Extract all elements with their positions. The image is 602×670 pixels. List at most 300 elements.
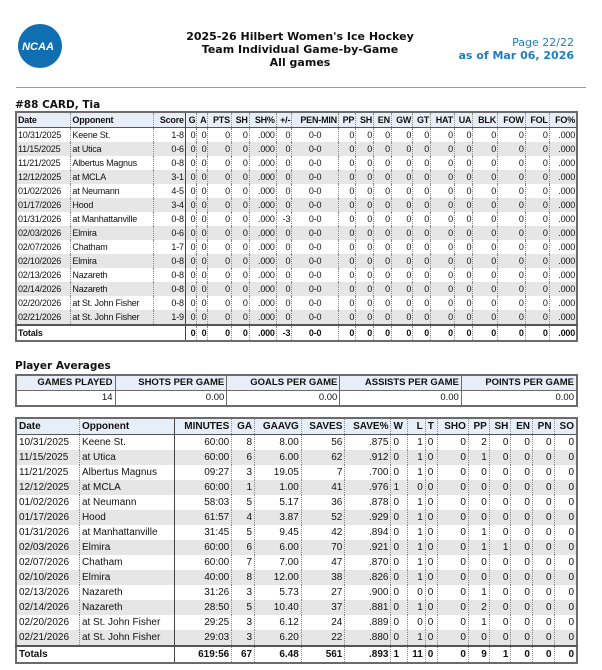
- table-cell: 0: [374, 128, 392, 143]
- table-cell: 0: [197, 240, 208, 254]
- table-cell: .000: [549, 170, 577, 184]
- column-header: GAMES PLAYED: [16, 375, 115, 391]
- average-value: 14: [101, 392, 113, 403]
- table-row: [16, 254, 577, 268]
- table-cell: 29:25: [175, 615, 232, 630]
- table-cell: 0: [525, 240, 549, 254]
- table-cell: 0: [554, 480, 577, 495]
- table-cell: 0: [454, 184, 472, 198]
- table-cell: 6.12: [255, 615, 302, 630]
- table-cell: 61:57: [175, 510, 232, 525]
- table-cell: 62: [301, 450, 345, 465]
- column-header: PEN-MIN: [292, 112, 339, 128]
- table-cell: .000: [249, 226, 276, 240]
- table-cell: 0: [425, 450, 438, 465]
- table-cell: 0: [374, 142, 392, 156]
- table-cell: 0: [391, 570, 408, 585]
- table-cell: .000: [249, 254, 276, 268]
- table-cell: 02/07/2026: [18, 242, 62, 252]
- table-cell: 0: [454, 282, 472, 296]
- column-header: Date: [16, 112, 71, 128]
- table-cell: at Neumann: [71, 184, 154, 198]
- table-cell: 0: [532, 465, 554, 480]
- table-cell: 0: [498, 268, 526, 282]
- table-cell: 0-0: [292, 282, 339, 296]
- table-cell: 1: [489, 540, 511, 555]
- table-cell: .929: [345, 510, 391, 525]
- column-header: GT: [413, 112, 431, 128]
- title-line-2: Team Individual Game-by-Game: [201, 43, 399, 56]
- table-cell: 0: [374, 240, 392, 254]
- table-cell: 02/20/2026: [18, 298, 62, 308]
- table-cell: 0: [473, 142, 498, 156]
- table-cell: .000: [549, 128, 577, 143]
- totals-cell: 0: [413, 325, 431, 341]
- column-header: SHOTS PER GAME: [115, 375, 227, 391]
- table-cell: 0: [391, 495, 408, 510]
- table-cell: 0: [413, 198, 431, 212]
- table-cell: 0: [532, 435, 554, 451]
- totals-cell: 0: [473, 325, 498, 341]
- table-cell: 0-0: [292, 170, 339, 184]
- table-cell: 0: [438, 555, 468, 570]
- table-cell: 0: [231, 282, 249, 296]
- table-cell: 0: [532, 540, 554, 555]
- table-cell: 0: [438, 600, 468, 615]
- table-cell: 0: [231, 128, 249, 143]
- table-cell: 22: [301, 630, 345, 646]
- table-cell: 0: [468, 465, 489, 480]
- table-cell: 0: [276, 156, 292, 170]
- table-cell: 1: [407, 630, 425, 646]
- table-cell: 0-8: [153, 212, 185, 226]
- table-cell: .000: [549, 240, 577, 254]
- table-cell: 0: [374, 296, 392, 310]
- table-cell: 0: [391, 282, 412, 296]
- table-row: [16, 296, 577, 310]
- table-cell: 0-6: [153, 142, 185, 156]
- table-cell: 0: [525, 184, 549, 198]
- table-cell: 0: [425, 510, 438, 525]
- table-cell: 01/02/2026: [19, 497, 70, 508]
- table-cell: 1: [407, 495, 425, 510]
- table-row: [16, 465, 577, 480]
- table-cell: 5: [232, 495, 255, 510]
- average-value: 0.00: [461, 391, 577, 407]
- table-cell: .000: [549, 184, 577, 198]
- column-header: SAVES: [301, 418, 345, 435]
- table-cell: Nazareth: [71, 268, 154, 282]
- column-header: T: [425, 418, 438, 435]
- table-cell: 56: [301, 435, 345, 451]
- table-cell: 0: [338, 226, 355, 240]
- table-cell: 0: [276, 268, 292, 282]
- table-body: [16, 435, 577, 664]
- table-cell: 0: [208, 184, 231, 198]
- table-cell: 0: [454, 310, 472, 325]
- table-cell: 4-5: [153, 184, 185, 198]
- table-cell: 0: [391, 184, 412, 198]
- table-cell: 0: [338, 198, 355, 212]
- table-cell: 0: [554, 615, 577, 630]
- table-cell: 6.20: [255, 630, 302, 646]
- totals-cell: 6.48: [255, 646, 302, 663]
- table-cell: 0: [425, 570, 438, 585]
- table-cell: 0-0: [292, 184, 339, 198]
- table-cell: 01/17/2026: [16, 198, 71, 212]
- table-cell: .880: [345, 630, 391, 646]
- totals-cell: 0: [511, 646, 533, 663]
- column-header: Opponent: [79, 418, 174, 435]
- totals-cell: -3: [276, 325, 292, 341]
- table-cell: 0: [489, 480, 511, 495]
- table-cell: 0: [532, 555, 554, 570]
- table-cell: 0: [498, 310, 526, 325]
- table-header-row: [16, 375, 577, 391]
- column-header: GOALS PER GAME: [227, 375, 340, 391]
- table-cell: .976: [345, 480, 391, 495]
- table-cell: 0: [498, 212, 526, 226]
- table-cell: 0: [454, 212, 472, 226]
- table-cell: .900: [345, 585, 391, 600]
- table-cell: Chatham: [79, 555, 174, 570]
- table-cell: 0: [276, 282, 292, 296]
- table-cell: 0: [374, 254, 392, 268]
- table-cell: 0: [498, 156, 526, 170]
- table-cell: 0: [473, 240, 498, 254]
- table-cell: 3.87: [255, 510, 302, 525]
- table-cell: 0: [554, 600, 577, 615]
- table-cell: 0: [431, 170, 455, 184]
- table-cell: 0: [231, 254, 249, 268]
- table-cell: 0: [511, 555, 533, 570]
- table-cell: 0: [231, 226, 249, 240]
- table-cell: 0: [498, 184, 526, 198]
- table-cell: 1: [407, 435, 425, 451]
- table-cell: .700: [345, 465, 391, 480]
- table-cell: 58:03: [175, 495, 232, 510]
- totals-row: [16, 646, 577, 663]
- table-cell: 0: [208, 128, 231, 143]
- table-cell: 0: [231, 310, 249, 325]
- table-cell: 27: [301, 585, 345, 600]
- table-cell: at Utica: [71, 142, 154, 156]
- table-cell: 0: [391, 268, 412, 282]
- table-row: [16, 310, 577, 325]
- table-cell: 0: [374, 198, 392, 212]
- table-cell: 0: [554, 465, 577, 480]
- table-cell: 0: [454, 198, 472, 212]
- table-cell: 1: [468, 525, 489, 540]
- table-cell: 0: [208, 142, 231, 156]
- table-cell: 6: [232, 540, 255, 555]
- table-cell: 60:00: [175, 555, 232, 570]
- table-cell: at MCLA: [71, 170, 154, 184]
- table-cell: 0: [185, 226, 197, 240]
- table-cell: 38: [301, 570, 345, 585]
- table-cell: 0: [525, 226, 549, 240]
- column-header: FOL: [525, 112, 549, 128]
- table-cell: 0: [391, 142, 412, 156]
- table-cell: 0: [425, 615, 438, 630]
- table-cell: 02/21/2026: [16, 630, 79, 646]
- table-cell: .894: [345, 525, 391, 540]
- table-cell: 0: [231, 296, 249, 310]
- table-cell: Nazareth: [79, 585, 174, 600]
- table-cell: .000: [549, 310, 577, 325]
- table-cell: 0: [338, 128, 355, 143]
- table-cell: 7: [301, 465, 345, 480]
- header-divider: [16, 87, 586, 88]
- table-cell: 41: [301, 480, 345, 495]
- table-cell: 0: [511, 480, 533, 495]
- table-cell: 0: [208, 268, 231, 282]
- table-row: [16, 570, 577, 585]
- table-cell: 2: [468, 435, 489, 451]
- table-cell: 0: [208, 240, 231, 254]
- table-cell: .881: [345, 600, 391, 615]
- table-cell: 0: [208, 254, 231, 268]
- column-header: FOW: [498, 112, 526, 128]
- totals-cell: 0: [425, 646, 438, 663]
- table-cell: 0: [498, 128, 526, 143]
- table-cell: 0: [338, 310, 355, 325]
- table-row: [16, 540, 577, 555]
- table-cell: 0: [374, 226, 392, 240]
- table-cell: 0: [525, 128, 549, 143]
- column-header: SAVE%: [345, 418, 391, 435]
- table-cell: 0: [532, 585, 554, 600]
- table-cell: 0: [391, 510, 408, 525]
- table-cell: .000: [249, 184, 276, 198]
- table-cell: 1: [407, 540, 425, 555]
- table-cell: 0: [276, 128, 292, 143]
- table-cell: Elmira: [79, 540, 174, 555]
- table-cell: 0: [391, 254, 412, 268]
- totals-cell: 0: [208, 325, 231, 341]
- table-cell: 0: [511, 510, 533, 525]
- table-cell: 0: [413, 170, 431, 184]
- table-cell: 0: [374, 268, 392, 282]
- average-value: 0.00: [227, 391, 340, 407]
- table-cell: at St. John Fisher: [79, 615, 174, 630]
- totals-cell: 0: [532, 646, 554, 663]
- table-cell: 0: [413, 282, 431, 296]
- table-cell: 42: [301, 525, 345, 540]
- table-cell: 0: [532, 510, 554, 525]
- table-cell: 0: [356, 128, 374, 143]
- totals-cell: 0: [356, 325, 374, 341]
- table-cell: 0: [356, 170, 374, 184]
- totals-cell: 0: [554, 646, 577, 663]
- player-averages-table: [15, 374, 578, 407]
- table-cell: 0: [498, 240, 526, 254]
- table-cell: 01/17/2026: [16, 510, 79, 525]
- table-cell: 0: [438, 630, 468, 646]
- table-cell: .912: [345, 450, 391, 465]
- table-cell: 36: [301, 495, 345, 510]
- table-cell: 0-8: [153, 282, 185, 296]
- table-cell: 0: [554, 555, 577, 570]
- table-cell: 0: [276, 198, 292, 212]
- table-cell: 02/03/2026: [16, 226, 71, 240]
- table-cell: 0: [489, 450, 511, 465]
- table-cell: 02/03/2026: [16, 540, 79, 555]
- table-cell: 0: [431, 310, 455, 325]
- table-cell: 9.45: [255, 525, 302, 540]
- table-cell: Elmira: [71, 254, 154, 268]
- table-row: [16, 615, 577, 630]
- table-cell: 12.00: [255, 570, 302, 585]
- table-cell: 0: [374, 212, 392, 226]
- column-header: PN: [532, 418, 554, 435]
- table-row: [16, 142, 577, 156]
- table-row: [16, 495, 577, 510]
- table-cell: 0-0: [292, 142, 339, 156]
- column-header: +/-: [276, 112, 292, 128]
- table-cell: .000: [549, 282, 577, 296]
- table-cell: 0: [197, 128, 208, 143]
- table-cell: .000: [549, 226, 577, 240]
- table-cell: 0: [338, 282, 355, 296]
- table-cell: .000: [549, 156, 577, 170]
- column-header: MINUTES: [175, 418, 232, 435]
- table-cell: 0: [532, 615, 554, 630]
- table-cell: 0: [511, 600, 533, 615]
- totals-cell: 0: [438, 646, 468, 663]
- average-value: 0.00: [115, 391, 227, 407]
- as-of-date: as of Mar 06, 2026: [458, 49, 574, 62]
- table-cell: 0: [391, 128, 412, 143]
- table-cell: 0: [431, 128, 455, 143]
- table-cell: 02/14/2026: [16, 282, 71, 296]
- table-cell: 0: [468, 555, 489, 570]
- table-cell: 0: [391, 212, 412, 226]
- table-cell: 0: [338, 184, 355, 198]
- table-row: [16, 600, 577, 615]
- table-cell: 0: [231, 240, 249, 254]
- table-cell: .000: [549, 198, 577, 212]
- table-cell: 0: [511, 465, 533, 480]
- table-cell: 0: [391, 450, 408, 465]
- table-cell: 1: [468, 615, 489, 630]
- table-cell: 0: [425, 540, 438, 555]
- table-cell: 0: [511, 570, 533, 585]
- table-cell: 0: [338, 296, 355, 310]
- table-cell: 0: [525, 198, 549, 212]
- table-cell: 0: [231, 184, 249, 198]
- table-cell: 0: [425, 480, 438, 495]
- table-cell: 0: [498, 282, 526, 296]
- totals-cell: 0: [525, 325, 549, 341]
- table-cell: 0: [425, 525, 438, 540]
- table-cell: 0: [208, 198, 231, 212]
- table-cell: 0: [454, 226, 472, 240]
- table-cell: 0: [473, 296, 498, 310]
- title-line-1: 2025-26 Hilbert Women's Ice Hockey: [186, 30, 414, 43]
- table-cell: 0: [425, 495, 438, 510]
- table-cell: 60:00: [175, 480, 232, 495]
- table-cell: 0: [413, 212, 431, 226]
- table-cell: 0: [276, 142, 292, 156]
- table-cell: 0: [374, 156, 392, 170]
- column-header: ASSISTS PER GAME: [340, 375, 462, 391]
- table-cell: 0: [532, 450, 554, 465]
- table-cell: 0: [413, 310, 431, 325]
- table-cell: 1: [407, 600, 425, 615]
- totals-label: Totals: [16, 646, 175, 663]
- table-cell: 0: [431, 296, 455, 310]
- table-cell: 60:00: [175, 540, 232, 555]
- table-cell: 0: [489, 525, 511, 540]
- table-cell: 0: [413, 184, 431, 198]
- table-cell: 0: [525, 142, 549, 156]
- table-cell: at St. John Fisher: [79, 630, 174, 646]
- table-cell: 0: [391, 555, 408, 570]
- table-cell: 0: [413, 240, 431, 254]
- table-row: [16, 480, 577, 495]
- table-cell: 0: [532, 600, 554, 615]
- table-row: [16, 240, 577, 254]
- table-cell: 0: [185, 240, 197, 254]
- table-cell: -3: [276, 212, 292, 226]
- table-cell: 0: [532, 495, 554, 510]
- table-cell: .000: [249, 198, 276, 212]
- table-cell: 0: [468, 510, 489, 525]
- table-cell: 0: [425, 555, 438, 570]
- table-cell: 0: [473, 282, 498, 296]
- table-cell: 02/14/2026: [16, 600, 79, 615]
- column-header: SHO: [438, 418, 468, 435]
- totals-cell: 9: [468, 646, 489, 663]
- table-cell: 0: [431, 226, 455, 240]
- table-cell: 1: [391, 480, 408, 495]
- table-cell: 0: [511, 540, 533, 555]
- table-cell: 0: [438, 435, 468, 451]
- table-cell: 0: [197, 170, 208, 184]
- table-cell: .921: [345, 540, 391, 555]
- table-cell: 8: [232, 570, 255, 585]
- table-cell: 1: [468, 585, 489, 600]
- table-cell: 0: [425, 585, 438, 600]
- table-cell: 1-7: [153, 240, 185, 254]
- table-cell: 0: [425, 435, 438, 451]
- table-cell: 0: [431, 268, 455, 282]
- table-cell: 0: [554, 630, 577, 646]
- table-cell: 0: [338, 240, 355, 254]
- table-cell: 09:27: [175, 465, 232, 480]
- table-cell: 02/13/2026: [19, 587, 70, 598]
- table-cell: 0: [413, 142, 431, 156]
- table-cell: 0: [425, 600, 438, 615]
- table-cell: 0: [391, 585, 408, 600]
- table-row: [16, 184, 577, 198]
- table-cell: 0: [374, 170, 392, 184]
- table-cell: at Manhattanville: [79, 525, 174, 540]
- table-cell: 0-0: [292, 254, 339, 268]
- goalie-game-table: [15, 417, 578, 664]
- table-cell: .000: [249, 296, 276, 310]
- table-cell: 1: [407, 555, 425, 570]
- table-cell: 0: [498, 170, 526, 184]
- table-cell: 0: [468, 495, 489, 510]
- column-header: BLK: [473, 112, 498, 128]
- table-cell: 0-0: [292, 156, 339, 170]
- column-header: SO: [554, 418, 577, 435]
- table-row: [16, 268, 577, 282]
- table-cell: 0: [454, 268, 472, 282]
- table-cell: 1: [407, 510, 425, 525]
